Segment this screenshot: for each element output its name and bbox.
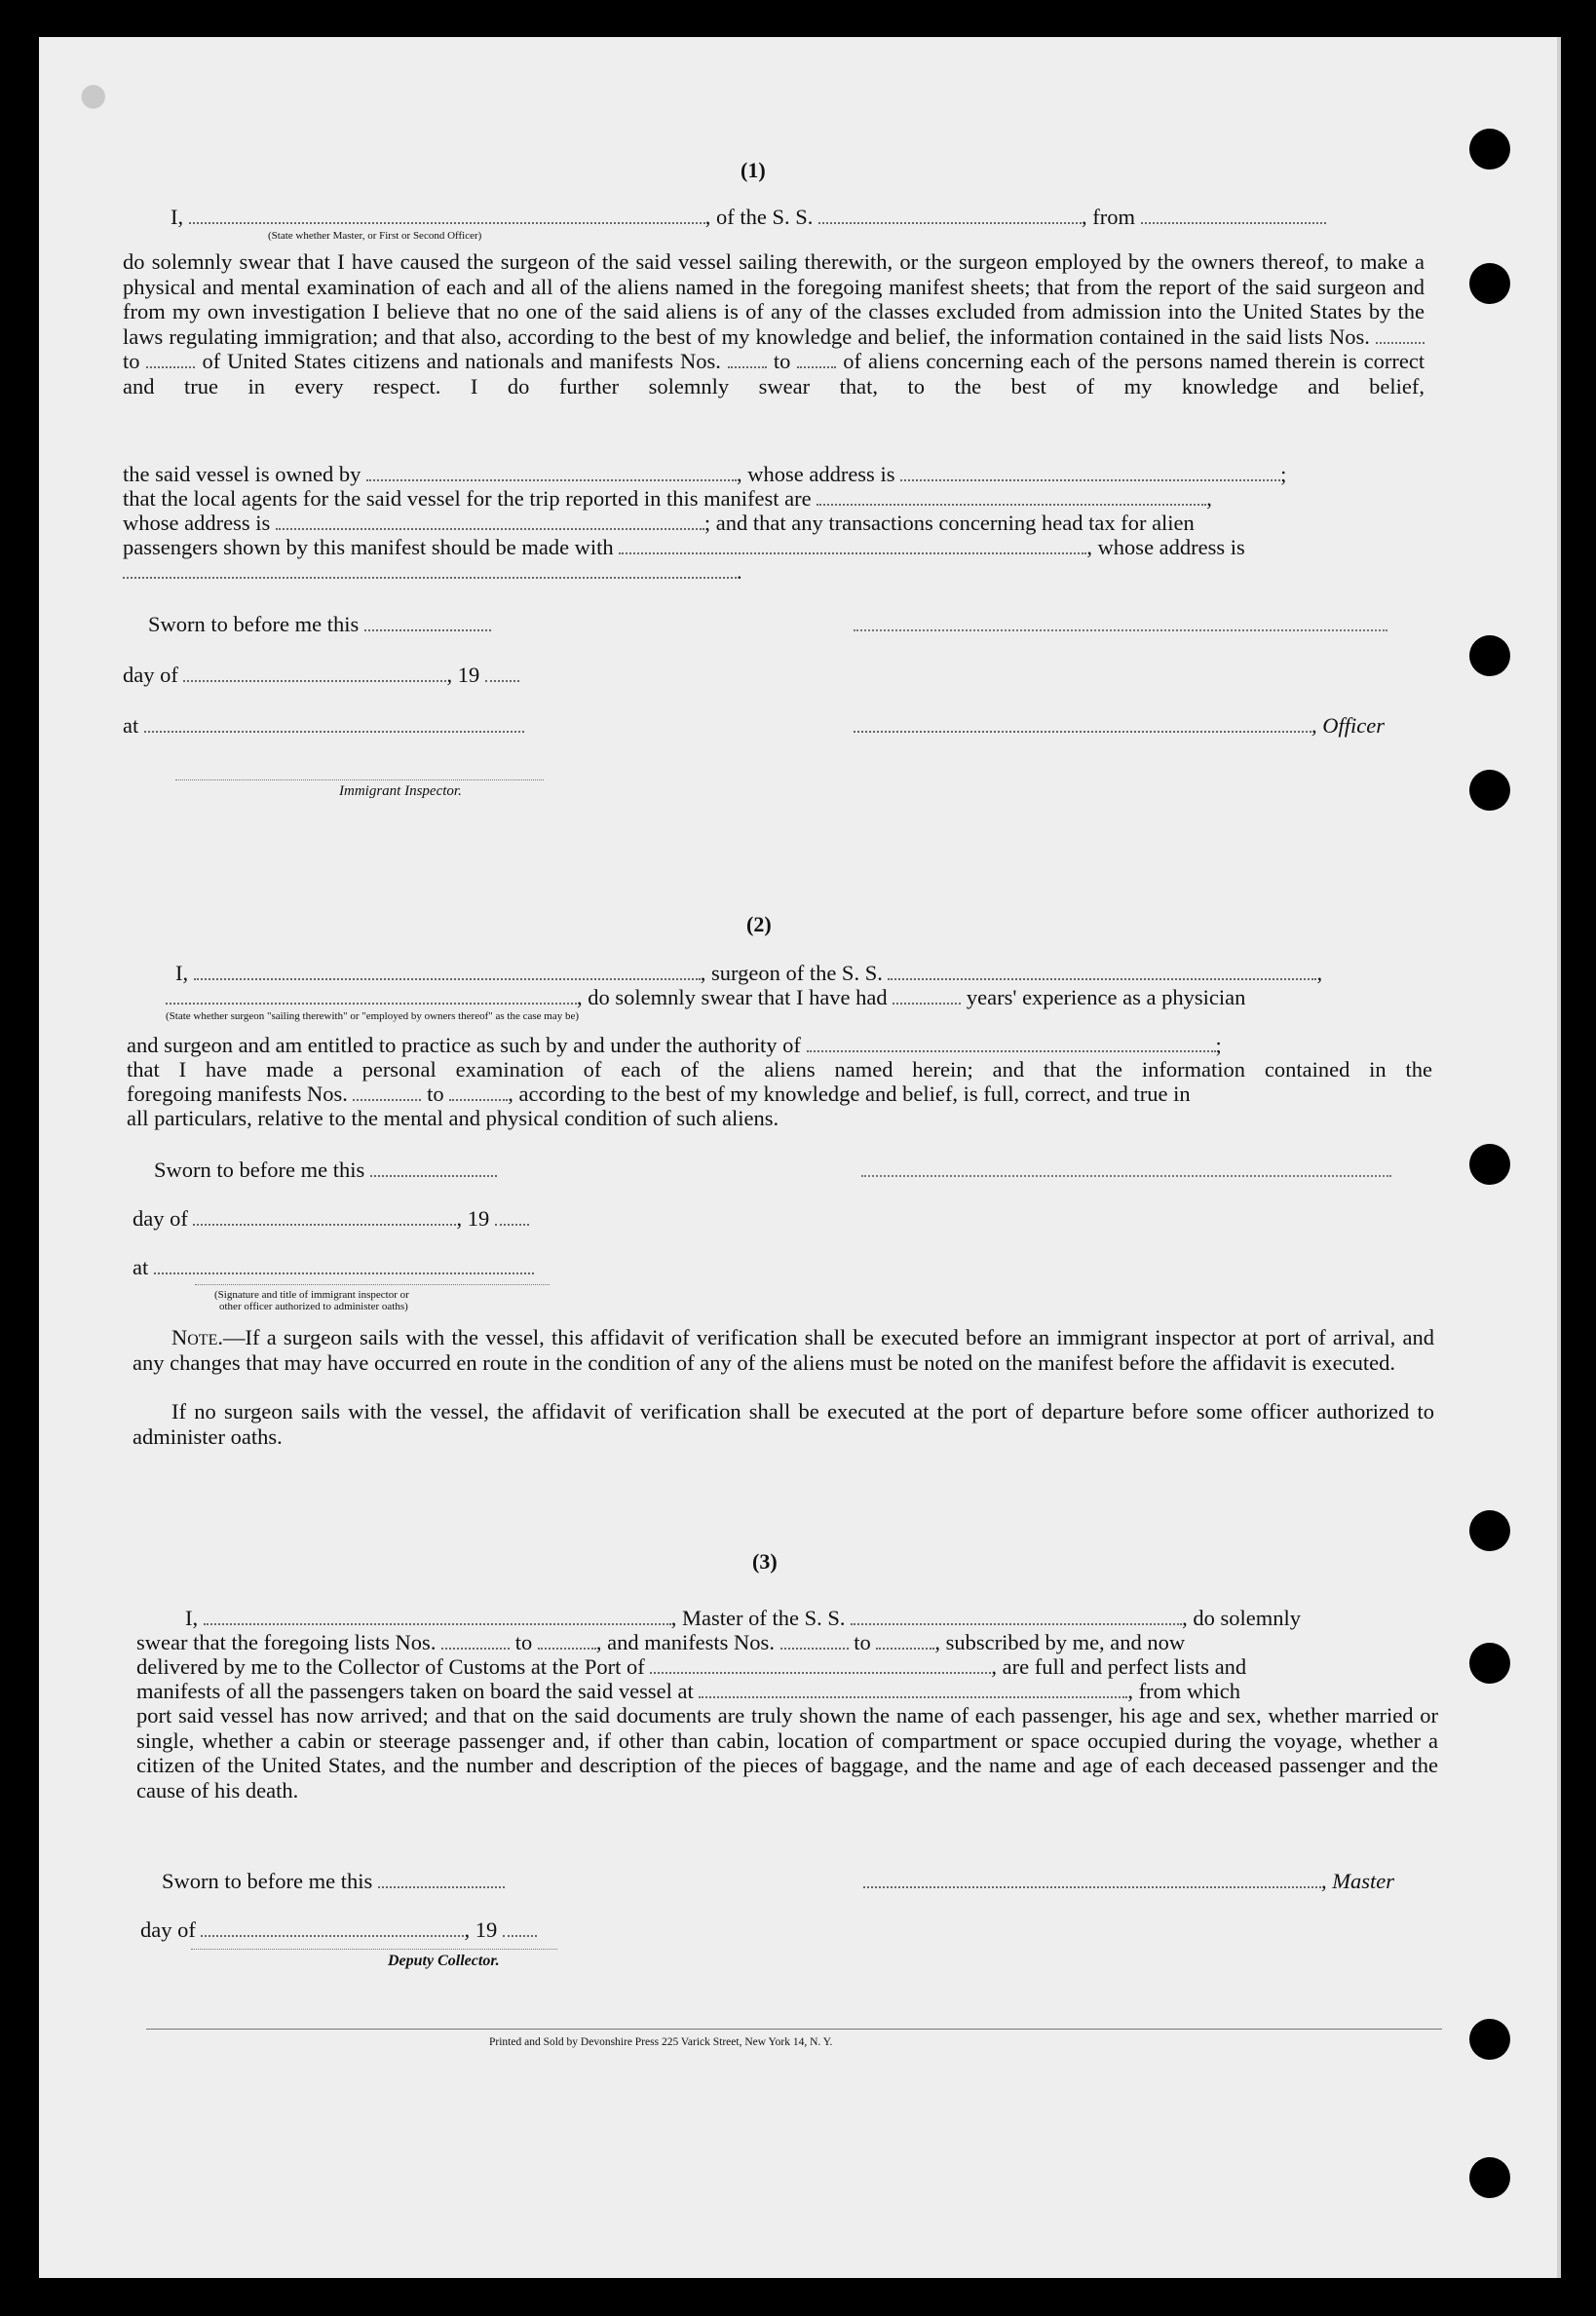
sec3-line1: I, , Master of the S. S. , do solemnly: [185, 1606, 1301, 1630]
binder-hole: [1469, 770, 1510, 811]
sec1-pass-line: passengers shown by this manifest should be made with , whose address is: [123, 535, 1245, 559]
sec3-year-field[interactable]: [503, 1917, 537, 1937]
surgeon-signature-line[interactable]: [861, 1175, 1391, 1177]
year-field[interactable]: [485, 663, 519, 682]
sec1-line1: I, , of the S. S. , from: [171, 205, 1326, 230]
binder-hole: [1469, 635, 1510, 676]
sec2-manifests-from-field[interactable]: [353, 1082, 421, 1101]
owner-field[interactable]: [366, 462, 737, 481]
binder-hole: [1469, 1510, 1510, 1551]
sec3-lists-to-field[interactable]: [538, 1630, 596, 1650]
manifests-to-field[interactable]: [797, 349, 836, 368]
form-page: [39, 37, 1561, 2278]
sworn-day-field[interactable]: [364, 612, 491, 631]
sec2-sworn-day-field[interactable]: [370, 1158, 497, 1177]
officer-note: (State whether Master, or First or Second Officer): [268, 230, 482, 242]
binder-hole: [1469, 263, 1510, 304]
agents-field[interactable]: [817, 486, 1206, 506]
officer-signature-line[interactable]: [854, 629, 1387, 631]
printer-imprint: Printed and Sold by Devonshire Press 225 Varick Street, New York 14, N. Y.: [489, 2036, 833, 2048]
binder-hole: [1469, 129, 1510, 170]
from-port-field[interactable]: [1141, 205, 1326, 224]
sec2-year-field[interactable]: [495, 1206, 529, 1226]
master-signature-field[interactable]: [863, 1869, 1321, 1888]
authority-field[interactable]: [807, 1033, 1216, 1052]
sec1-agents-line: that the local agents for the said vessel for the trip reported in this manifest are ,: [123, 486, 1212, 511]
sec1-officer: , Officer: [854, 713, 1385, 739]
sec1-body: do solemnly swear that I have caused the surgeon of the said vessel sailing therewith, or the surgeon employed by the owners thereof, to make a physical and mental examination of each and all of the aliens named in the foregoing manifest sheets; that from the report of the said surgeon and from my own investigation I believe that no one of the said aliens is of any of the classes excluded from admission into the United States by the laws regulating immigration; and that also, according to the best of my knowledge and belief, the information contained in the said lists Nos. to of United States citizens and nationals and manifests Nos. to of aliens concerning each of the persons named therein is correct and true in every respect. I do further solemnly swear that, to the best of my knowledge and belief,: [123, 249, 1425, 399]
binder-hole: [1469, 2157, 1510, 2198]
manifests-from-field[interactable]: [728, 349, 767, 368]
vessel-name-field[interactable]: [818, 205, 1082, 224]
sec2-dayof: day of , 19: [133, 1206, 529, 1232]
sec3-manifests-from-field[interactable]: [780, 1630, 849, 1650]
sec2-foregoing: foregoing manifests Nos. to , according to the best of my knowledge and belief, is full, correct, and true in: [127, 1082, 1191, 1106]
surgeon-name-field[interactable]: [194, 961, 701, 980]
sec1-last-line: .: [123, 559, 742, 585]
sec3-sworn: Sworn to before me this: [162, 1869, 505, 1894]
month-field[interactable]: [183, 663, 446, 682]
binder-hole: [1469, 2019, 1510, 2060]
contact-address-field[interactable]: [123, 559, 737, 579]
surgeon-type-note: (State whether surgeon "sailing therewith" or "employed by owners thereof" as the case may be): [166, 1010, 580, 1022]
sec2-vessel-field[interactable]: [888, 961, 1316, 980]
officer-title-field[interactable]: [854, 713, 1311, 733]
sec2-sworn: Sworn to before me this: [154, 1158, 497, 1183]
lists-from-field[interactable]: [1376, 324, 1425, 344]
deputy-signature-line[interactable]: [191, 1949, 557, 1950]
sec2-at: at: [133, 1255, 534, 1280]
sec2-exam: that I have made a personal examination of each of the aliens named herein; and that the information contained in the: [127, 1057, 1432, 1082]
sec3-master: , Master: [863, 1869, 1394, 1894]
sig-note-2: other officer authorized to administer oaths): [219, 1301, 408, 1312]
embarkation-port-field[interactable]: [699, 1679, 1127, 1698]
deputy-collector-label: Deputy Collector.: [388, 1953, 500, 1969]
sec2-all: all particulars, relative to the mental and physical condition of such aliens.: [127, 1106, 779, 1130]
master-name-field[interactable]: [204, 1606, 671, 1625]
sec2-note: Note.—If a surgeon sails with the vessel, this affidavit of verification shall be executed before an immigrant inspector at port of arrival, and any changes that may have occurred en route in the condition of any of the aliens must be noted on the manifest before the affidavit is executed.: [133, 1325, 1434, 1375]
section-2-number: (2): [746, 912, 772, 936]
sec1-dayof: day of , 19: [123, 663, 519, 688]
sig-note-1: (Signature and title of immigrant inspector or: [214, 1289, 409, 1301]
place-field[interactable]: [144, 713, 524, 733]
immigrant-inspector-label: Immigrant Inspector.: [339, 783, 462, 799]
sec1-sworn: Sworn to before me this: [148, 612, 491, 637]
sec3-sworn-day-field[interactable]: [378, 1869, 505, 1888]
footer-rule: [146, 2029, 1442, 2030]
binder-hole: [1469, 1144, 1510, 1185]
sec2-place-field[interactable]: [154, 1255, 534, 1274]
sec1-address-line: whose address is ; and that any transactions concerning head tax for alien: [123, 511, 1195, 535]
section-3-number: (3): [752, 1549, 778, 1574]
sec3-lists-from-field[interactable]: [441, 1630, 510, 1650]
sec2-inspector-signature-line[interactable]: [195, 1284, 550, 1285]
sec1-owned-line: the said vessel is owned by , whose address is ;: [123, 462, 1287, 486]
sec3-dayof: day of , 19: [140, 1917, 537, 1943]
sec2-line2: , do solemnly swear that I have had years' experience as a physician: [166, 985, 1245, 1010]
head-tax-contact-field[interactable]: [619, 535, 1086, 554]
customs-port-field[interactable]: [650, 1654, 991, 1674]
sec2-manifests-to-field[interactable]: [449, 1082, 508, 1101]
owner-address-field[interactable]: [900, 462, 1280, 481]
sec3-body: port said vessel has now arrived; and that on the said documents are truly shown the name of each passenger, his age and sex, whether married or single, whether a cabin or steerage passenger and, if other than cabin, location of compartment or space occupied during the voyage, whether a citizen of the United States, and the number and description of the pieces of baggage, and the name and age of each deceased passenger and the cause of his death.: [136, 1703, 1438, 1803]
section-1-number: (1): [741, 158, 766, 182]
sec3-manifests-to-field[interactable]: [876, 1630, 934, 1650]
surgeon-type-field[interactable]: [166, 985, 577, 1005]
stamp-smudge: •: [78, 49, 109, 145]
sec2-note-2: If no surgeon sails with the vessel, the affidavit of verification shall be executed at the port of departure before some officer authorized to administer oaths.: [133, 1399, 1434, 1449]
sec3-vessel-field[interactable]: [851, 1606, 1182, 1625]
officer-name-field[interactable]: [189, 205, 705, 224]
sec2-auth: and surgeon and am entitled to practice as such by and under the authority of ;: [127, 1033, 1222, 1057]
sec2-line1: I, , surgeon of the S. S. ,: [175, 961, 1323, 985]
lists-to-field[interactable]: [146, 349, 195, 368]
sec2-month-field[interactable]: [193, 1206, 456, 1226]
sec3-line4: manifests of all the passengers taken on board the said vessel at , from which: [136, 1679, 1240, 1703]
sec1-at: at: [123, 713, 524, 739]
years-experience-field[interactable]: [893, 985, 961, 1005]
inspector-signature-line[interactable]: [175, 779, 544, 780]
sec3-line2: swear that the foregoing lists Nos. to , and manifests Nos. to , subscribed by me, and now: [136, 1630, 1186, 1654]
agents-address-field[interactable]: [276, 511, 704, 530]
sec3-month-field[interactable]: [201, 1917, 464, 1937]
binder-hole: [1469, 1643, 1510, 1684]
sec3-line3: delivered by me to the Collector of Customs at the Port of , are full and perfect lists and: [136, 1654, 1247, 1679]
